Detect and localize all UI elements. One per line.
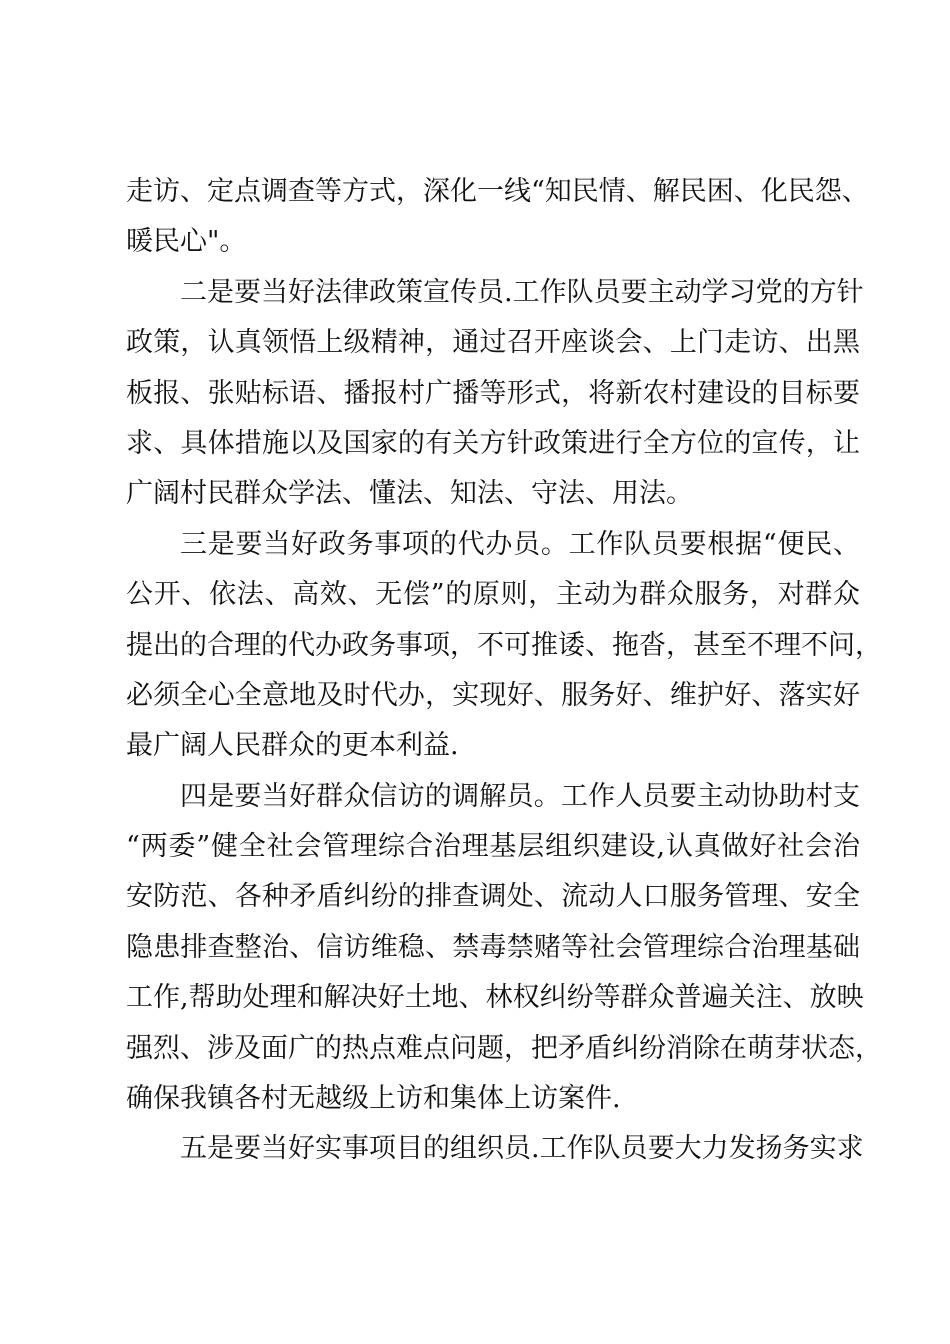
paragraph-start-line: 四是要当好群众信访的调解员。工作人员要主动协助村支 <box>180 780 860 812</box>
text-line: 暖民心"。 <box>126 226 247 258</box>
text-line: 走访、定点调查等方式，深化一线“知民情、解民困、化民怨、 <box>126 176 869 207</box>
paragraph-start-line: 五是要当好实事项目的组织员.工作队员要大力发扬务实求 <box>180 1133 864 1165</box>
text-line: 安防范、各种矛盾纠纷的排查调处、流动人口服务管理、安全 <box>126 881 860 913</box>
text-line: 工作,帮助处理和解决好土地、林权纠纷等群众普遍关注、放映 <box>126 982 864 1014</box>
paragraph-start-line: 三是要当好政务事项的代办员。工作队员要根据“便民、 <box>180 528 860 560</box>
text-line: 确保我镇各村无越级上访和集体上访案件. <box>126 1083 621 1115</box>
text-line: 公开、依法、高效、无偿”的原则，主动为群众服务，对群众 <box>126 579 860 611</box>
text-line: 政策，认真领悟上级精神，通过召开座谈会、上门走访、出黑 <box>126 327 860 359</box>
text-line: 广阔村民群众学法、懂法、知法、守法、用法。 <box>126 478 693 510</box>
text-line: “两委”健全社会管理综合治理基层组织建设,认真做好社会治 <box>126 831 860 863</box>
text-line: 提出的合理的代办政务事项，不可推诿、拖沓，甚至不理不问， <box>126 629 882 661</box>
text-line: 求、具体措施以及国家的有关方针政策进行全方位的宣传，让 <box>126 427 860 459</box>
text-line: 强烈、涉及面广的热点难点问题，把矛盾纠纷消除在萌芽状态， <box>126 1032 882 1064</box>
text-line: 必须全心全意地及时代办，实现好、服务好、维护好、落实好 <box>126 679 860 711</box>
document-body <box>126 167 882 1175</box>
text-line: 隐患排查整治、信访维稳、禁毒禁赌等社会管理综合治理基础 <box>126 931 860 963</box>
text-line: 最广阔人民群众的更本利益. <box>126 730 459 762</box>
text-line: 板报、张贴标语、播报村广播等形式，将新农村建设的目标要 <box>126 377 860 409</box>
paragraph-start-line: 二是要当好法律政策宣传员.工作队员要主动学习党的方针 <box>180 276 864 308</box>
